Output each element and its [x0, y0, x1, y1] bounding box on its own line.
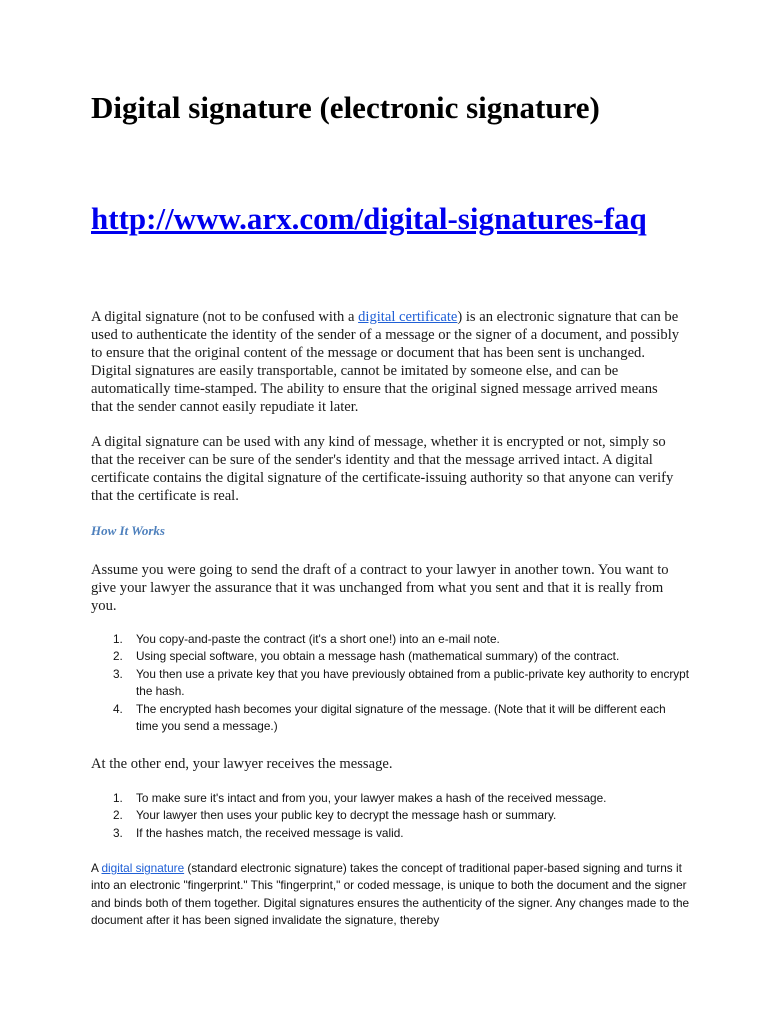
list-text: You then use a private key that you have previously obtained from a public-private key authority to encrypt the hash. — [136, 666, 690, 699]
list-number: 2. — [113, 808, 123, 823]
list-item — [91, 790, 691, 807]
final-paragraph — [91, 860, 691, 930]
list-item — [91, 631, 691, 648]
how-it-works-heading: How It Works — [91, 523, 165, 538]
digital-signature-link[interactable]: digital signature — [101, 861, 185, 875]
list-text: Using special software, you obtain a message hash (mathematical summary) of the contract. — [136, 649, 620, 664]
list-item — [91, 807, 691, 824]
list-item — [91, 825, 691, 842]
paragraph-3: Assume you were going to send the draft of a contract to your lawyer in another town. You want to give your lawyer the assurance that it was unchanged from what you sent and that it is really from you. — [91, 562, 669, 614]
intro-text-before-link: A digital signature (not to be confused with a — [91, 309, 359, 325]
list-number: 1. — [113, 632, 123, 646]
steps-list-receiver — [91, 790, 691, 842]
list-text: The encrypted hash becomes your digital signature of the message. (Note that it will be different each time you send a message.) — [136, 701, 666, 734]
list-text: If the hashes match, the received message is valid. — [136, 825, 404, 840]
final-text-after-link: (standard electronic signature) takes the concept of traditional paper-based signing and turns it into an electronic "fingerprint." This "fingerprint," or coded message, is unique to both the document and the signer and binds both of them together. Digital signatures ensures the authenticity of the signer. Any changes made to the document after it has been signed invalidate the signature, thereby — [91, 861, 690, 928]
intro-paragraph — [91, 308, 681, 416]
page-title: Digital signature (electronic signature) — [91, 90, 600, 125]
list-number: 3. — [113, 666, 123, 681]
list-number: 1. — [113, 791, 123, 805]
list-text: To make sure it's intact and from you, your lawyer makes a hash of the received message. — [136, 791, 607, 805]
list-text: Your lawyer then uses your public key to decrypt the message hash or summary. — [136, 808, 557, 823]
paragraph-4: At the other end, your lawyer receives the message. — [91, 756, 393, 772]
list-item — [91, 648, 691, 665]
list-number: 2. — [113, 649, 123, 664]
list-item — [91, 666, 691, 701]
list-item — [91, 701, 691, 736]
digital-certificate-link[interactable]: digital certificate — [358, 309, 458, 325]
steps-list-sender — [91, 631, 691, 735]
list-text: You copy-and-paste the contract (it's a short one!) into an e-mail note. — [136, 632, 500, 646]
list-number: 3. — [113, 825, 123, 840]
source-url-link[interactable]: http://www.arx.com/digital-signatures-faq — [91, 201, 647, 236]
intro-text-after-link: ) is an electronic signature that can be used to authenticate the identity of the sender of a message or the signer of a document, and possibly to ensure that the original content of the message or document that has been sent is unchanged. Digital signatures are easily transportable, cannot be imitated by someone else, and can be automatically time-stamped. The ability to ensure that the original signed message arrived means that the sender cannot easily repudiate it later. — [91, 309, 680, 415]
paragraph-2: A digital signature can be used with any kind of message, whether it is encrypted or not, simply so that the receiver can be sure of the sender's identity and that the message arrived intact. A digital certificate contains the digital signature of the certificate-issuing authority so that anyone can verify that the certificate is real. — [91, 434, 674, 504]
list-number: 4. — [113, 701, 123, 716]
final-text-before-link: A — [91, 861, 102, 875]
